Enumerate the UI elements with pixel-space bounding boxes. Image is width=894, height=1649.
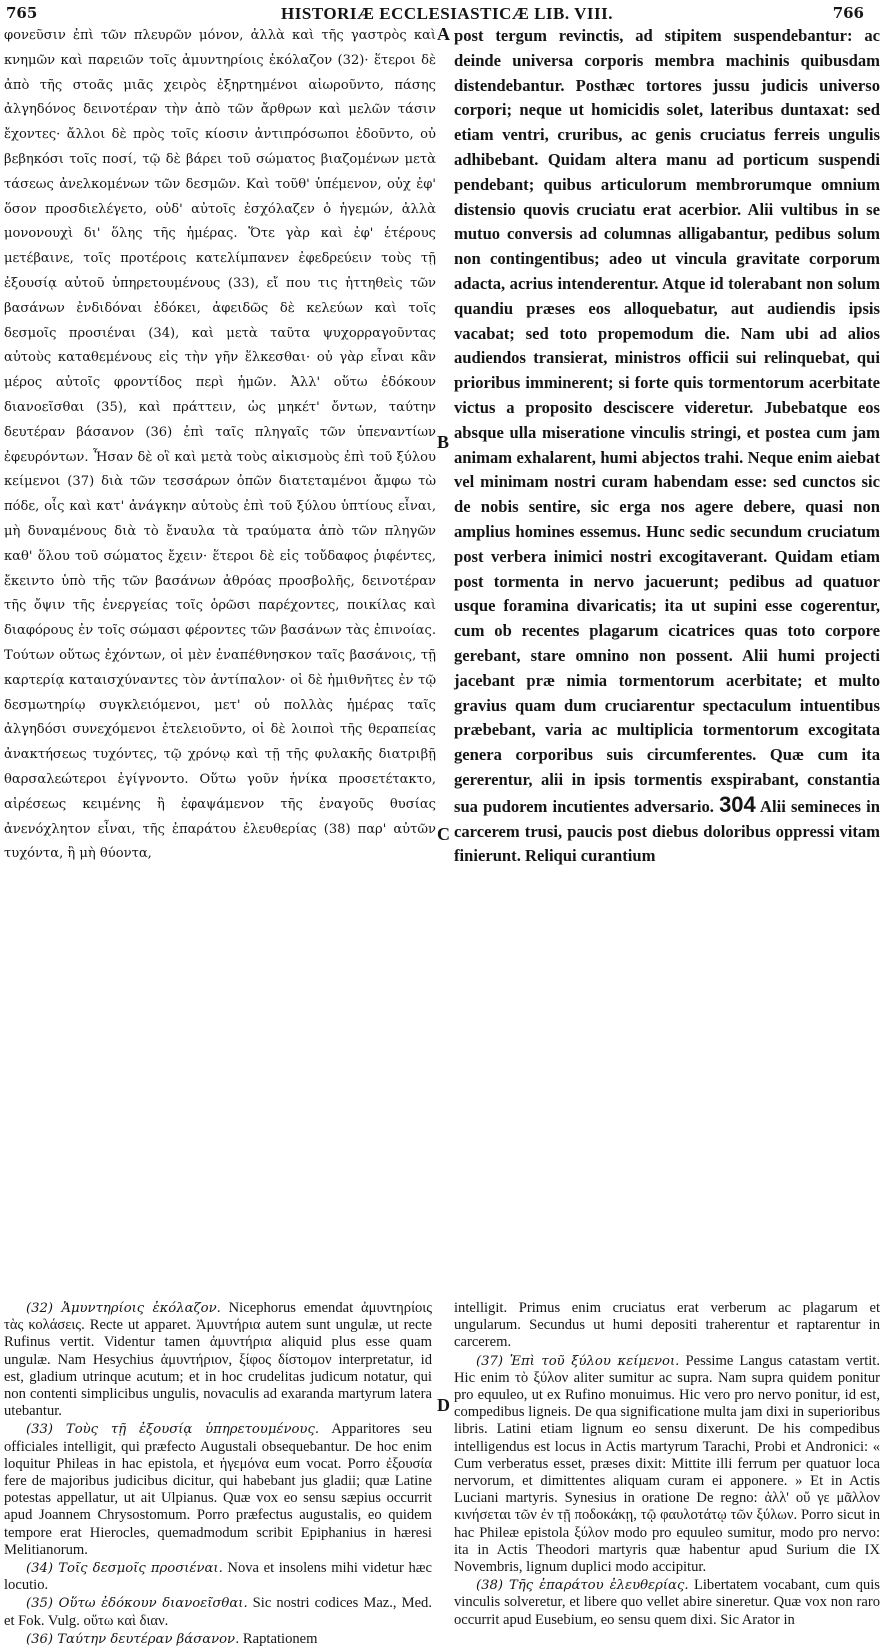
- footnote-lemma: (38) Τῆς ἐπαράτου ἐλευθερίας.: [476, 1578, 689, 1594]
- footnote-lemma: (32) Ἀμυντηρίοις ἐκόλαζον.: [26, 1301, 221, 1316]
- footnote-lemma: (37) Ἐπὶ τοῦ ξύλου κείμενοι.: [476, 1353, 680, 1369]
- footnotes-left-column: [4, 1300, 432, 1649]
- footnote-33: [4, 1421, 432, 1559]
- latin-column: [454, 24, 880, 869]
- greek-column: [4, 24, 436, 867]
- footnote-text: Sic nostri codices Maz., Med. et Fok. Vulg. οὕτω καὶ διαν.: [4, 1595, 432, 1629]
- page-number-left: 765: [6, 4, 38, 22]
- greek-text: φονεῦσιν ἐπὶ τῶν πλευρῶν μόνον, ἀλλὰ καὶ τῆς γαστρὸς καὶ κνημῶν καὶ παρειῶν τοῖς ἀμυντηρίοις ἐκόλαζον (32)· ἕτεροι δὲ ἀπὸ τῆς στοᾶς μιᾶς χειρὸς ἐξηρτημένοι αἰωροῦντο, πάσης ἀλγηδόνος δεινοτέραν τὴν ἀπὸ τῶν ἄρθρων καὶ μελῶν τάσιν ἔχοντες· ἄλλοι δὲ πρὸς τοῖς κίοσιν ἀντιπρόσωποι ἐδοῦντο, οὐ βεβηκόσι τοῖς ποσί, τῷ δὲ βάρει τοῦ σώματος βιαζομένων μετὰ τάσεως ἀνελκομένων τῶν δεσμῶν. Καὶ τοῦθ' ὑπέμενον, οὐχ ἐφ' ὅσον προσδιελέγετο, οὐδ' αὐτοῖς ἐσχόλαζεν ὁ ἡγεμών, ἀλλὰ μονονουχὶ δι' ὅλης τῆς ἡμέρας. Ὅτε γὰρ καὶ ἐφ' ἑτέρους μετέβαινε, τοῖς προτέροις κατελίμπανεν ἐφεδρεύειν τοὺς τῇ ἐξουσίᾳ αὐτοῦ ὑπηρετουμένους (33), εἴ που τις ἡττηθεὶς τῶν βασάνων ἐνδιδόναι ἐδόκει, ἀφειδῶς δὲ κελεύων καὶ τοῖς δεσμοῖς προσιέναι (34), καὶ μετὰ ταῦτα ψυχορραγοῦντας αὐτοὺς καταθεμένους εἰς τὴν γῆν ἕλκεσθαι· οὐ γὰρ εἶναι κἂν μέρος αὐτοῖς φροντίδος περὶ ἡμῶν. Ἀλλ' οὕτω ἐδόκουν διανοεῖσθαι (35), καὶ πράττειν, ὡς μηκέτ' ὄντων, ταύτην δευτέραν βάσανον (36) ἐπὶ ταῖς πληγαῖς τῶν ὑπεναντίων ἐφευρόντων. Ἦσαν δὲ οἳ καὶ μετὰ τοὺς αἰκισμοὺς ἐπὶ τοῦ ξύλου κείμενοι (37) διὰ τῶν τεσσάρων ὀπῶν διατεταμένοι ἄμφω τὼ πόδε, οἷς καὶ κατ' ἀνάγκην αὐτοὺς ἐπὶ τοῦ ξύλου ὑπτίους εἶναι, μὴ δυναμένους διὰ τὸ ἔναυλα τὰ τραύματα ἀπὸ τῶν πληγῶν καθ' ὅλου τοῦ σώματος ἔχειν· ἕτεροι δὲ εἰς τοὔδαφος ῥιφέντες, ἔκειντο ὑπὸ τῆς τῶν βασάνων ἀθρόας προσβολῆς, δεινοτέραν τῆς ὄψιν τῆς ἐνεργείας τοῖς ὁρῶσι παρέχοντες, ποικίλας καὶ διαφόρους ἐν τοῖς σώμασι φέροντες τῶν βασάνων τὰς ἐπινοίας. Τούτων οὕτως ἐχόντων, οἱ μὲν ἐναπέθνησκον ταῖς βασάνοις, τῇ καρτερίᾳ καταισχύναντες τὸν ἀντίπαλον· οἱ δὲ ἡμιθνῆτες ἐν τῷ δεσμωτηρίῳ συγκλειόμενοι, μετ' οὐ πολλὰς ἡμέρας ταῖς ἀλγηδόσι συνεχόμενοι ἐτελειοῦντο, οἱ δὲ λοιποὶ τῆς θεραπείας ἀνακτήσεως τυχόντες, τῷ χρόνῳ καὶ τῇ τῆς φυλακῆς διατριβῇ θαρσαλεώτεροι ἐγίγνοντο. Οὕτω γοῦν ἡνίκα προσετέτακτο, αἱρέσεως κειμένης ἢ ἐφαψάμενον τῆς ἐναγοῦς θυσίας ἀνενόχλητον εἶναι, τῆς ἐπαράτου ἐλευθερίας (38) παρ' αὐτῶν τυχόντα, ἢ μὴ θύοντα,: [4, 28, 436, 862]
- footnote-32: [4, 1300, 432, 1420]
- margin-letter-b: B: [437, 432, 450, 452]
- footnote-38: [454, 1577, 880, 1629]
- page-number-right: 766: [832, 4, 864, 22]
- folio-marker: 304: [719, 791, 756, 817]
- margin-letter-c: C: [437, 824, 450, 844]
- footnote-text: Nicephorus emendat ἀμυντηρίοις τὰς κολάσεις. Recte ut apparet. Ἀμυντήρια autem sunt ungulæ, ut recte Rufinus vertit. Videntur tamen ἀμυντήρια aliquid plus esse quam ungulæ. Nam Hesychius ἀμυντήριον, ξίφος δίστομον interpretatur, id est, gladium utrinque acutum; et in hoc crudelitas judicum notatur, qui non contenti simplicibus ungulis, novaculis ad exaranda martyrum latera utebantur.: [4, 1300, 433, 1420]
- margin-letter-d: D: [437, 1395, 450, 1415]
- footnote-34: [4, 1560, 432, 1594]
- latin-text: [454, 24, 880, 869]
- latin-text-part-1: post tergum revinctis, ad stipitem suspendebantur: ac deinde universa corporis membra machinis quibusdam distendebantur. Posthæc tortores jussu judicis universo corpori; neque ut homicidis solet, lateribus duntaxat: sed etiam ventri, cruribus, ac genis cruciatus ferreis ungulis adhibebant. Quidam altera manu ad porticum suspendi pendebant; quibus articulorum membrorumque omnium distensio quovis cruciatu erat acerbior. Alii vultibus in se mutuo conversis ad columnas alligabantur, pedibus solum non contingentibus; adeo ut vincula gravitate corporum adacta, acrius intenderentur. Atque id tolerabant non solum quandiu præses eos alloquebatur, aut audiendis ipsis vacabat; sed toto propemodum die. Nam ubi ad alios audiendos transierat, ministros officii sui relinquebat, qui prioribus imminerent; si forte quis tormentorum acerbitate victus a proposito desciscere videretur. Jubebatque eos absque ulla miseratione vinculis stringi, et postea cum jam animam exhalarent, humi abjectos trahi. Neque enim aiebat vel minimam nostri curam habendam esse: sed cunctos sic de nobis sentire, sic erga nos agere debere, quasi non amplius homines essemus. Hunc sedic secundum cruciatum post verbera inimici nostri excogitaverant. Quidam etiam post tormenta in nervo jacuerunt; pedibus ad quatuor usque foramina divaricatis; ita ut supini esse cogerentur, cum ob recentes plagarum cicatrices quas toto corpore gerebant, stare omnino non possent. Alii humi projecti jacebant præ nimia tormentorum acerbitate; et multo gravius quam dum cruciarentur spectaculum intuentibus præbebant, varia ac multiplicia tormentorum excogitata genera corporibus suis circumferentes. Quæ cum ita gererentur, alii in ipsis tormentis exspirabant, constantia sua pudorem incutientes adversario.: [454, 26, 880, 816]
- footnote-37: [454, 1353, 880, 1577]
- footnote-text: Libertatem vocabant, cum quis vinculis solveretur, et libere quo vellet abire sineretur. Quæ vox non raro occurrit apud Eusebium, eo sensu quem dixi. Sic Arator in: [454, 1577, 880, 1628]
- running-title: HISTORIÆ ECCLESIASTICÆ LIB. VIII.: [281, 4, 613, 23]
- footnote-text: Pessime Langus catastam vertit. Hic enim τὸ ξύλον aliter sumitur ac supra. Nam supra quidem ponitur pro equuleo, ut ex Rufino monuimus. Hic vero pro nervo ponitur, id est, compedibus ligneis. De qua significatione multa jam dixi in superioribus libris. Latini etiam lignum eo sensu dixerunt. De his compedibus intelligendus est locus in Actis martyrum Tarachi, Probi et Andronici: « Cum verberatus esset, præses dixit: Mittite illi ferrum per quatuor loca nervorum, et dimittentes aliquam curam ei apponere. » Et in Actis Luciani martyris. Synesius in oratione De regno: ἀλλ' οὔ γε μᾶλλον κινήσεται τῶν ἐν τῇ ποδοκάκῃ, τῷ φαυλοτάτῳ τῶν ξύλων. Porro sicut in hac Phileæ epistola ξύλον modo pro equuleo sumitur, modo pro nervo: ita in Actis Theodori martyris quæ habentur apud Surium die IX Novembris, lignum duplici modo accipitur.: [454, 1352, 881, 1576]
- footnote-lemma: (35) Οὕτω ἐδόκουν διανοεῖσθαι.: [26, 1596, 248, 1612]
- margin-letter-a: A: [437, 24, 450, 44]
- footnote-lemma: (33) Τοὺς τῇ ἐξουσίᾳ ὑπηρετουμένους.: [26, 1422, 320, 1438]
- footnote-lemma: (34) Τοῖς δεσμοῖς προσιέναι.: [26, 1561, 223, 1577]
- footnote-35: [4, 1595, 432, 1629]
- footnote-text: Nova et insolens mihi videtur hæc locutio.: [4, 1560, 433, 1594]
- footnote-36-continued: [454, 1300, 880, 1352]
- footnotes-right-column: [454, 1300, 880, 1630]
- footnote-text: intelligit. Primus enim cruciatus erat verberum ac plagarum et ungularum. Secundus ut humi depositi traherentur et raptarentur in carcerem.: [454, 1300, 880, 1351]
- footnote-text: Raptationem: [242, 1630, 318, 1647]
- footnote-text: Apparitores seu officiales intelligit, qui præfecto Augustali obsequebantur. De hoc enim loquitur Phileas in hac epistola, et ἡγεμόνα eum vocat. Porro ἐξουσία fere de majoribus judicibus dicitur, qui habebant jus gladii; quæ Latine potestas appellatur, ut ait Ulpianus. Quæ vox eo sensu sæpius occurrit apud Joannem Chrysostomum. Porro præfectus augustalis, eo quidem tempore erat Hierocles, quemadmodum scribit Epiphanius in hæresi Melitianorum.: [4, 1421, 432, 1558]
- footnote-36: [4, 1631, 432, 1648]
- latin-text-part-2: Alii semineces in carcerem trusi, paucis post diebus doloribus oppressi vitam finierunt. Reliqui curantium: [454, 796, 880, 866]
- footnote-lemma: (36) Ταύτην δευτέραν βάσανον.: [26, 1631, 240, 1647]
